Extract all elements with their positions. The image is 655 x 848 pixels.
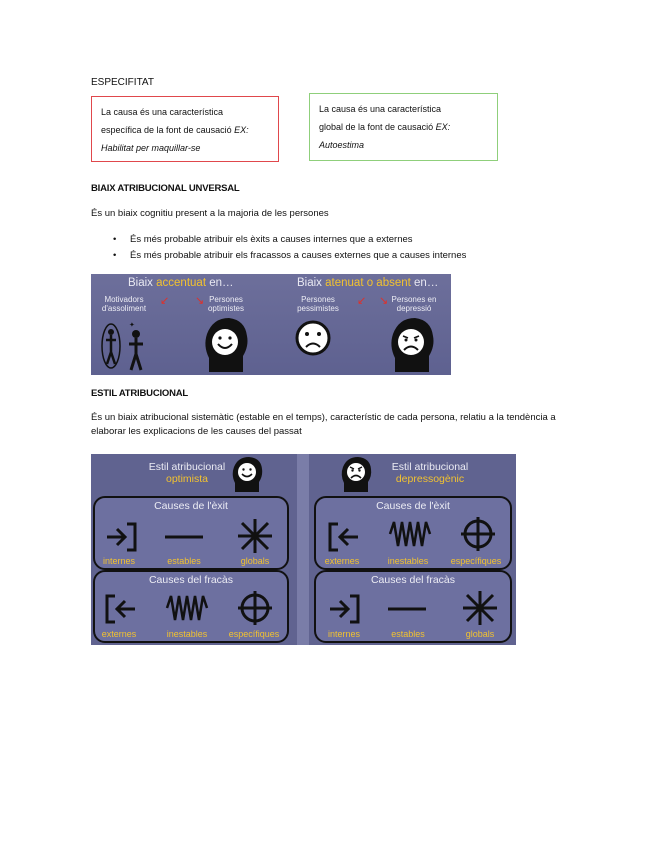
specific-line2-wrap	[101, 121, 269, 139]
panel-label: globals	[240, 556, 270, 566]
svg-text:✦: ✦	[129, 322, 135, 329]
biaix-bullet-list	[113, 232, 466, 264]
stable-line-icon	[386, 594, 428, 624]
depressive-fail-panel	[314, 570, 512, 643]
optimistic-exit-panel	[93, 496, 289, 570]
fig1-left-pre: Biaix	[128, 277, 153, 289]
red-arrow-icon: ↙	[160, 295, 170, 307]
unstable-wave-icon	[165, 592, 209, 624]
depressive-title-1: Estil atribucional	[391, 461, 469, 473]
fig1-right-pre: Biaix	[297, 277, 322, 289]
biaix-figure	[91, 274, 451, 375]
panel-title: Causes del fracàs	[148, 574, 234, 586]
red-arrow-icon: ↘	[195, 295, 205, 307]
fig1-label-optimistes: Persones optimistes	[207, 295, 244, 313]
list-item: • És més probable atribuir els èxits a causes internes que a externes	[113, 232, 466, 248]
fig1-left-hl: accentuat	[156, 277, 207, 289]
panel-label: globals	[465, 629, 495, 639]
internal-arrow-icon	[105, 522, 139, 552]
specific-example: Habilitat per maquillar-se	[101, 143, 201, 153]
fig1-label-pessimistes: Persones pessimistes	[297, 295, 339, 313]
depressive-title	[376, 461, 484, 485]
panel-label: inestables	[387, 556, 429, 566]
fig1-label-depressio: Persones en depressió	[391, 295, 437, 313]
biaix-heading: BIAIX ATRIBUCIONAL UNVERSAL	[91, 183, 240, 194]
fig1-right-post: en…	[414, 277, 439, 289]
specific-line1: La causa és una característica	[101, 107, 224, 117]
panel-title: Causes de l'èxit	[376, 500, 450, 512]
fig1-right-hl: atenuat o absent	[325, 277, 411, 289]
happy-head-icon	[203, 316, 249, 372]
stable-line-icon	[163, 522, 205, 552]
panel-label: externes	[324, 556, 360, 566]
depressive-column	[310, 454, 516, 645]
unstable-wave-icon	[388, 518, 432, 550]
global-arrows-icon	[235, 516, 275, 556]
panel-label: internes	[102, 556, 136, 566]
fig1-label-motivadors: Motivadors d'assoliment	[101, 295, 147, 313]
external-arrow-icon	[105, 594, 139, 624]
especificitat-heading: ESPECIFITAT	[91, 77, 154, 88]
global-line1: La causa és una característica	[319, 104, 442, 114]
optimistic-title-1: Estil atribucional	[148, 461, 226, 473]
sad-face-icon	[295, 320, 331, 356]
fig1-right-title	[297, 277, 438, 289]
target-icon	[237, 590, 273, 626]
estil-figure	[91, 454, 516, 645]
estil-heading: ESTIL ATRIBUCIONAL	[91, 388, 189, 399]
optimistic-fail-panel	[93, 570, 289, 643]
global-cause-box	[309, 93, 498, 161]
red-arrow-icon: ↘	[379, 295, 389, 307]
panel-label: internes	[327, 629, 361, 639]
panel-label: externes	[101, 629, 137, 639]
target-icon	[460, 516, 496, 552]
depressed-head-icon	[389, 316, 435, 372]
internal-arrow-icon	[328, 594, 362, 624]
panel-label: estables	[391, 629, 425, 639]
panel-title: Causes de l'èxit	[154, 500, 228, 512]
motivated-person-icon	[99, 320, 147, 372]
panel-label: inestables	[166, 629, 208, 639]
global-example: Autoestima	[319, 140, 365, 150]
global-line2: global de la font de causació	[319, 122, 434, 132]
depressive-title-2: depressogènic	[395, 473, 465, 485]
global-ex: EX:	[435, 122, 451, 132]
global-line2-wrap	[319, 118, 488, 136]
biaix-intro: És un biaix cognitiu present a la majoria de les persones	[91, 208, 329, 219]
specific-line2: específica de la font de causació	[101, 125, 232, 135]
external-arrow-icon	[328, 522, 362, 552]
optimistic-title	[135, 461, 239, 485]
fig1-left-title	[128, 277, 234, 289]
red-arrow-icon: ↙	[357, 295, 367, 307]
panel-label: específiques	[228, 629, 280, 639]
fig1-left-post: en…	[209, 277, 234, 289]
optimistic-title-2: optimista	[165, 473, 208, 485]
figure-divider	[297, 454, 309, 645]
depressive-exit-panel	[314, 496, 512, 570]
panel-title: Causes del fracàs	[370, 574, 456, 586]
list-item: • És més probable atribuir els fracassos a causes externes que a causes internes	[113, 248, 466, 264]
specific-cause-box	[91, 96, 279, 162]
happy-head-icon	[231, 456, 263, 492]
specific-ex: EX:	[234, 125, 249, 135]
global-arrows-icon	[460, 588, 500, 628]
panel-label: específiques	[450, 556, 502, 566]
optimistic-column	[91, 454, 297, 645]
estil-paragraph: És un biaix atribucional sistemàtic (estable en el temps), característic de cada persona, relatiu a la tendència a elaborar les explicacions de les causes del passat	[91, 412, 556, 437]
sad-head-icon	[340, 456, 372, 492]
panel-label: estables	[167, 556, 201, 566]
